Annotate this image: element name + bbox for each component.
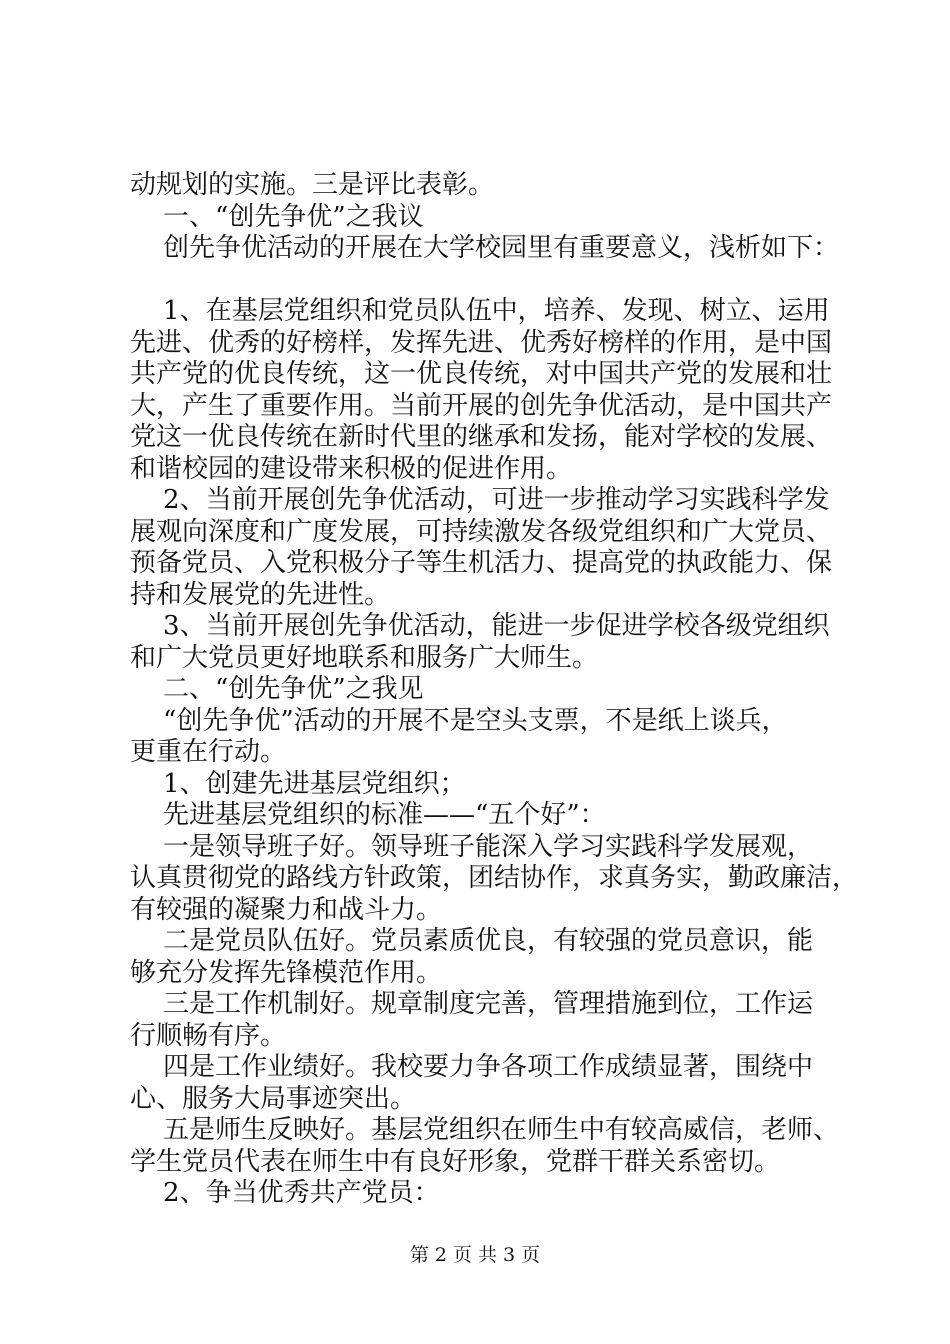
text-line: 学生党员代表在师生中有良好形象，党群干群关系密切。	[130, 1146, 781, 1177]
text-line: 持和发展党的先进性。	[130, 579, 391, 610]
document-body	[130, 170, 859, 1210]
text-line: 心、服务大局事迹突出。	[130, 1083, 417, 1114]
page-footer	[0, 1243, 950, 1267]
text-line: 四是工作业绩好。我校要力争各项工作成绩显著，围绕中	[130, 1052, 814, 1082]
text-line: 二是党员队伍好。党员素质优良，有较强的党员意识，能	[130, 926, 814, 956]
text-line: 够充分发挥先锋模范作用。	[130, 957, 443, 988]
text-line: 创先争优活动的开展在大学校园里有重要意义，浅析如下：	[130, 233, 840, 263]
text-line: 和谐校园的建设带来积极的促进作用。	[130, 453, 573, 484]
text-line: 行顺畅有序。	[130, 1020, 287, 1051]
text-line: 1、创建先进基层党组织；	[130, 768, 466, 799]
text-line: 展观向深度和广度发展，可持续激发各级党组织和广大党员、	[130, 516, 833, 547]
page-number-label: 第 2 页 共 3 页	[409, 1244, 541, 1266]
text-line: 认真贯彻党的路线方针政策，团结协作，求真务实，勤政廉洁，	[130, 863, 859, 893]
text-line: 先进基层党组织的标准——“五个好”：	[130, 800, 606, 830]
text-line: 二、“创先争优”之我见	[130, 674, 424, 704]
text-line: 有较强的凝聚力和战斗力。	[130, 894, 443, 925]
text-line: 党这一优良传统在新时代里的继承和发扬，能对学校的发展、	[130, 422, 833, 452]
text-line: 一是领导班子好。领导班子能深入学习实践科学发展观，	[130, 831, 814, 862]
text-line: 共产党的优良传统，这一优良传统，对中国共产党的发展和壮	[130, 359, 833, 389]
text-line: 三是工作机制好。规章制度完善，管理措施到位，工作运	[130, 989, 814, 1019]
text-line: 大，产生了重要作用。当前开展的创先争优活动，是中国共产	[130, 390, 833, 421]
text-line: “创先争优”活动的开展不是空头支票，不是纸上谈兵，	[130, 705, 788, 736]
text-line: 预备党员、入党积极分子等生机活力、提高党的执政能力、保	[130, 548, 833, 578]
text-line: 五是师生反映好。基层党组织在师生中有较高威信，老师、	[130, 1115, 840, 1145]
text-line: 先进、优秀的好榜样，发挥先进、优秀好榜样的作用，是中国	[130, 327, 833, 358]
text-line: 3、当前开展创先争优活动，能进一步促进学校各级党组织	[130, 611, 830, 641]
text-line: 2、当前开展创先争优活动，可进一步推动学习实践科学发	[130, 485, 830, 515]
text-line: 更重在行动。	[130, 737, 287, 767]
text-line: 动规划的实施。三是评比表彰。	[130, 170, 495, 200]
blank-line	[130, 265, 850, 297]
text-line: 一、“创先争优”之我议	[130, 201, 424, 232]
text-line: 2、争当优秀共产党员：	[130, 1178, 440, 1208]
text-line: 和广大党员更好地联系和服务广大师生。	[130, 642, 599, 673]
text-line: 1、在基层党组织和党员队伍中，培养、发现、树立、运用	[130, 296, 830, 326]
